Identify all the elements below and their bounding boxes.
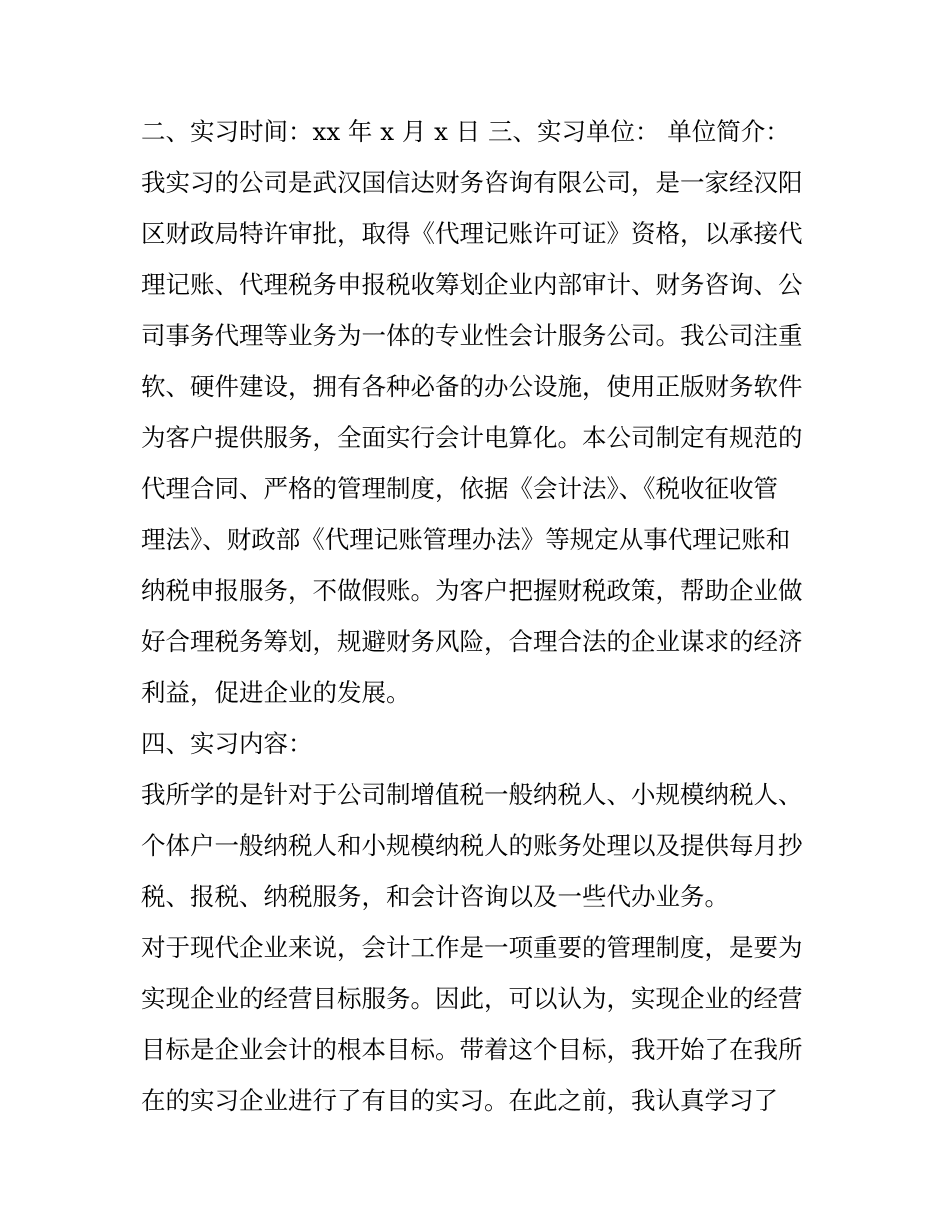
- text-line: 对于现代企业来说，会计工作是一项重要的管理制度，是要为: [141, 933, 803, 962]
- text-line: 我所学的是针对于公司制增值税一般纳税人、小规模纳税人、: [141, 780, 803, 809]
- text-line: 个体户一般纳税人和小规模纳税人的账务处理以及提供每月抄: [141, 831, 803, 860]
- text-line: 软、硬件建设，拥有各种必备的办公设施，使用正版财务软件: [141, 372, 803, 401]
- text-line: 目标是企业会计的根本目标。带着这个目标，我开始了在我所: [141, 1035, 803, 1064]
- section-heading-content: 四、实习内容：: [141, 729, 313, 758]
- text-line: 在的实习企业进行了有目的实习。在此之前，我认真学习了: [141, 1086, 778, 1115]
- text-line: 利益，促进企业的发展。: [141, 678, 411, 707]
- text-line: 区财政局特许审批，取得《代理记账许可证》资格，以承接代: [141, 219, 803, 248]
- text-line: 理记账、代理税务申报税收筹划企业内部审计、财务咨询、公: [141, 270, 803, 299]
- text-line: 好合理税务筹划，规避财务风险，合理合法的企业谋求的经济: [141, 627, 803, 656]
- text-line: 我实习的公司是武汉国信达财务咨询有限公司，是一家经汉阳: [141, 168, 803, 197]
- text-line: 为客户提供服务，全面实行会计电算化。本公司制定有规范的: [141, 423, 803, 452]
- text-line: 实现企业的经营目标服务。因此，可以认为，实现企业的经营: [141, 984, 803, 1013]
- text-line: 理法》、财政部《代理记账管理办法》等规定从事代理记账和: [141, 525, 791, 554]
- document-body: [141, 106, 821, 1126]
- text-line: 司事务代理等业务为一体的专业性会计服务公司。我公司注重: [141, 321, 803, 350]
- section-heading-time-unit: 二、实习时间：xx 年 x 月 x 日 三、实习单位： 单位简介：: [141, 117, 790, 146]
- text-line: 税、报税、纳税服务，和会计咨询以及一些代办业务。: [141, 882, 729, 911]
- text-line: 纳税申报服务，不做假账。为客户把握财税政策，帮助企业做: [141, 576, 803, 605]
- text-line: 代理合同、严格的管理制度，依据《会计法》、《税收征收管: [141, 474, 778, 503]
